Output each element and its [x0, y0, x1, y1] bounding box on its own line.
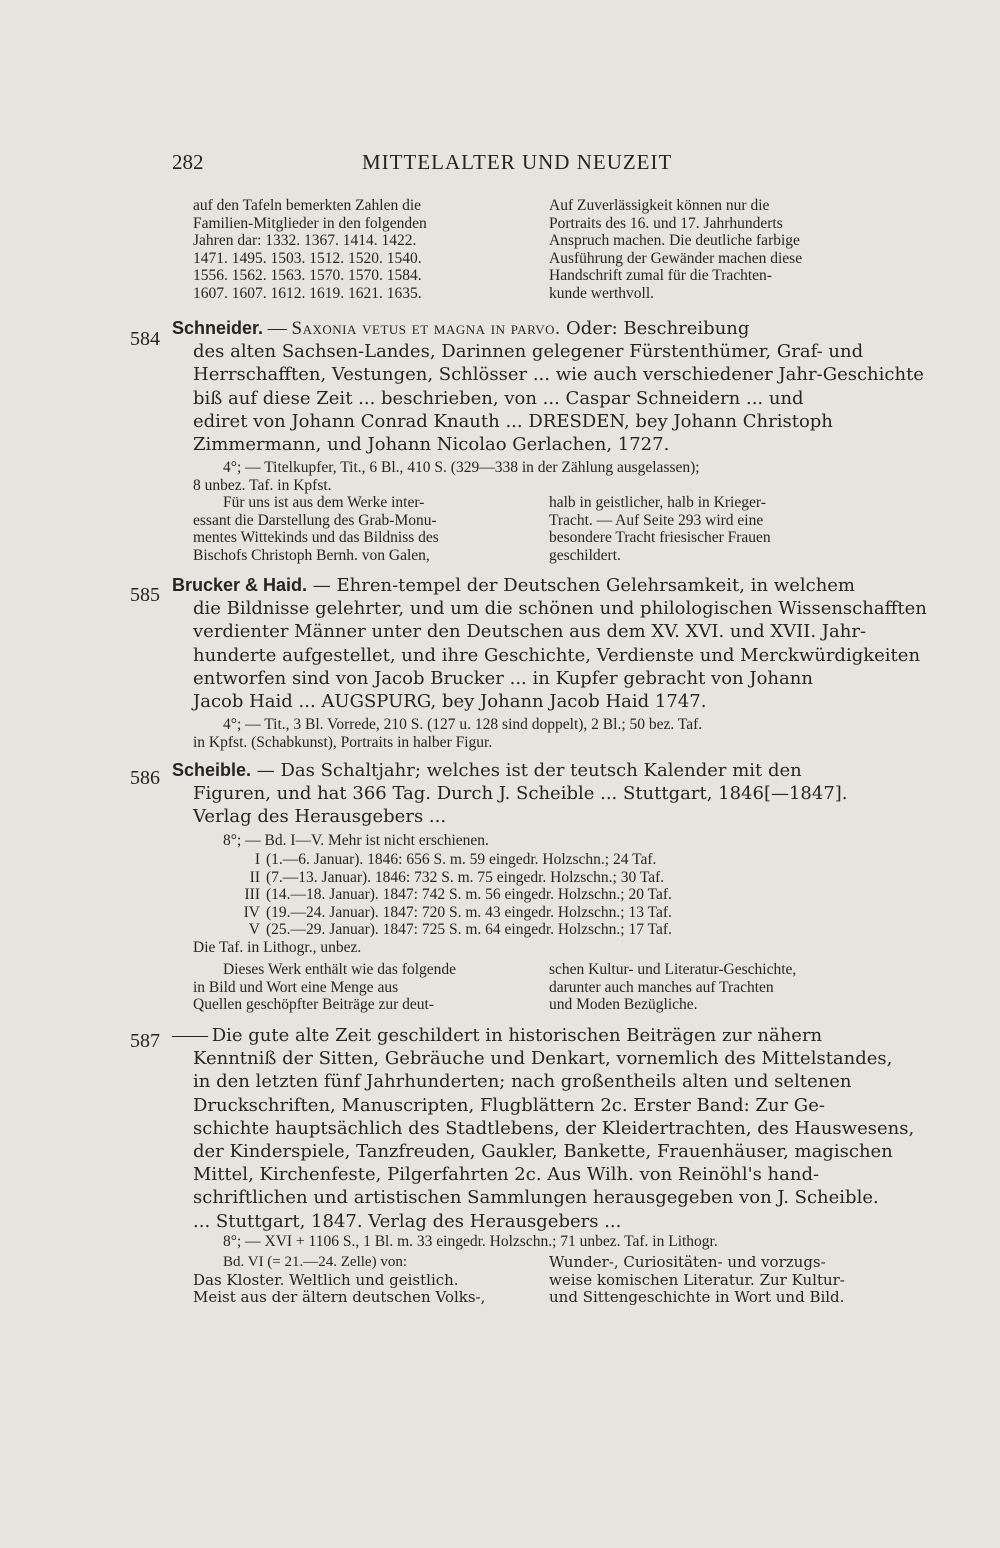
note-587-left: Bd. VI (= 21.—24. Zelle) von: Das Kloster. Weltlich und geistlich. Meist aus der ältern deutschen Volks-,: [193, 1254, 486, 1307]
page-number: 282: [172, 150, 204, 174]
collation-585: 4°; — Tit., 3 Bl. Vorrede, 210 S. (127 u. 128 sind doppelt), 2 Bl.; 50 bez. Taf. in Kpfst. (Schabkunst), Portraits in halber Figur.: [193, 716, 703, 751]
running-title: MITTELALTER UND NEUZEIT: [362, 150, 673, 174]
entry-number: 586: [130, 767, 160, 789]
entry-author: Schneider.: [172, 318, 264, 338]
note-584-right: halb in geistlicher, halb in Krieger- Tracht. — Auf Seite 293 wird eine besondere Tracht friesischer Frauen geschildert.: [549, 494, 771, 564]
entry-587: —— Die gute alte Zeit geschildert in historischen Beiträgen zur nähern Kenntniß der Sitten, Gebräuche und Denkart, vornemlich des Mittelstandes, in den letzten fünf Jahrhunderten; nach großentheils alten und seltenen Druckschriften, Manuscripten, Flugblättern 2c. Erster Band: Zur Ge- schichte hauptsächlich des Stadtlebens, der Kleidertrachten, des Hauswesens, der Kinderspiele, Tanzfreuden, Gaukler, Bankette, Frauenhäuser, magischen Mittel, Kirchenfeste, Pilgerfahrten 2c. Aus Wilh. von Reinöhl's hand- schriftlichen und artistischen Sammlungen herausgegeben von J. Scheible. ... Stuttgart, 1847. Verlag des Herausgebers ...: [172, 1025, 915, 1232]
note-587-right: Wunder-, Curiositäten- und vorzugs- weise komischen Literatur. Zur Kultur- und Sittengeschichte in Wort und Bild.: [549, 1253, 845, 1307]
list-item: IV (19.—24. Januar). 1847: 720 S. m. 43 eingedr. Holzschn.; 13 Taf.: [243, 903, 672, 921]
list-item: III (14.—18. Januar). 1847: 742 S. m. 56 eingedr. Holzschn.; 20 Taf.: [244, 886, 672, 904]
intro-right-column: Auf Zuverlässigkeit können nur die Portraits des 16. und 17. Jahrhunderts Anspruch machen. Die deutliche farbige Ausführung der Gewänder machen diese Handschrift zumal für die Trachten- kunde werthvoll.: [549, 197, 803, 302]
collation-587: 8°; — XVI + 1106 S., 1 Bl. m. 33 eingedr. Holzschn.; 71 unbez. Taf. in Lithogr.: [223, 1233, 718, 1250]
entry-latin-title: Saxonia vetus et magna in parvo.: [291, 318, 561, 339]
entry-584: Schneider. — Saxonia vetus et magna in parvo. Oder: Beschreibung des alten Sachsen-Landes, Darinnen gelegener Fürstenthümer, Graf- und Herrschafften, Vestungen, Schlösser ... wie auch verschiedener Jahr-Geschichte biß auf diese Zeit ... beschrieben, von ... Caspar Schneidern ... und ediret von Johann Conrad Knauth ... DRESDEN, bey Johann Christoph Zimmermann, und Johann Nicolao Gerlachen, 1727.: [172, 318, 924, 456]
entry-author: Scheible.: [172, 760, 252, 780]
list-item: II (7.—13. Januar). 1846: 732 S. m. 75 eingedr. Holzschn.; 30 Taf.: [249, 868, 665, 886]
note-584-left: Für uns ist aus dem Werke inter- essant die Darstellung des Grab-Monu- mentes Wittekinds und das Bildniss des Bischofs Christoph Bernh. von Galen,: [193, 494, 439, 564]
entry-586: Scheible. — Das Schaltjahr; welches ist der teutsch Kalender mit den Figuren, und hat 366 Tag. Durch J. Scheible ... Stuttgart, 1846[—1847]. Verlag des Herausgebers ...: [172, 760, 848, 828]
entry-585: Brucker & Haid. — Ehren-tempel der Deutschen Gelehrsamkeit, in welchem die Bildnisse gelehrter, und um die schönen und philologischen Wissenschafften verdienter Männer unter den Deutschen aus dem XV. XVI. und XVII. Jahr- hunderte aufgestellet, und ihre Geschichte, Verdienste und Merckwürdigkeiten entworfen sind von Jacob Brucker ... in Kupfer gebracht von Johann Jacob Haid ... AUGSPURG, bey Johann Jacob Haid 1747.: [172, 575, 927, 713]
list-item: V (25.—29. Januar). 1847: 725 S. m. 64 eingedr. Holzschn.; 17 Taf.: [248, 921, 672, 939]
entry-number: 585: [130, 584, 160, 606]
entry-number: 584: [130, 328, 160, 350]
entry-number: 587: [130, 1030, 160, 1052]
collation-586: 8°; — Bd. I—V. Mehr ist nicht erschienen.: [223, 832, 489, 849]
plates-note: Die Taf. in Lithogr., unbez.: [193, 939, 362, 956]
volume-list: [230, 851, 672, 939]
list-item: I (1.—6. Januar). 1846: 656 S. m. 59 eingedr. Holzschn.; 24 Taf.: [254, 851, 657, 868]
intro-left-column: auf den Tafeln bemerkten Zahlen die Familien-Mitglieder in den folgenden Jahren dar: 1332. 1367. 1414. 1422. 1471. 1495. 1503. 1512. 1520. 1540. 1556. 1562. 1563. 1570. 1570. 1584. 1607. 1607. 1612. 1619. 1621. 1635.: [193, 197, 427, 302]
collation-584: 4°; — Titelkupfer, Tit., 6 Bl., 410 S. (329—338 in der Zählung ausgelassen); 8 unbez. Taf. in Kpfst.: [193, 459, 700, 494]
note-586-left: Dieses Werk enthält wie das folgende in Bild und Wort eine Menge aus Quellen geschöpfter Beiträge zur deut-: [193, 961, 457, 1014]
entry-author: Brucker & Haid.: [172, 575, 308, 595]
note-586-right: schen Kultur- und Literatur-Geschichte, darunter auch manches auf Trachten und Moden Bezügliche.: [549, 961, 797, 1014]
